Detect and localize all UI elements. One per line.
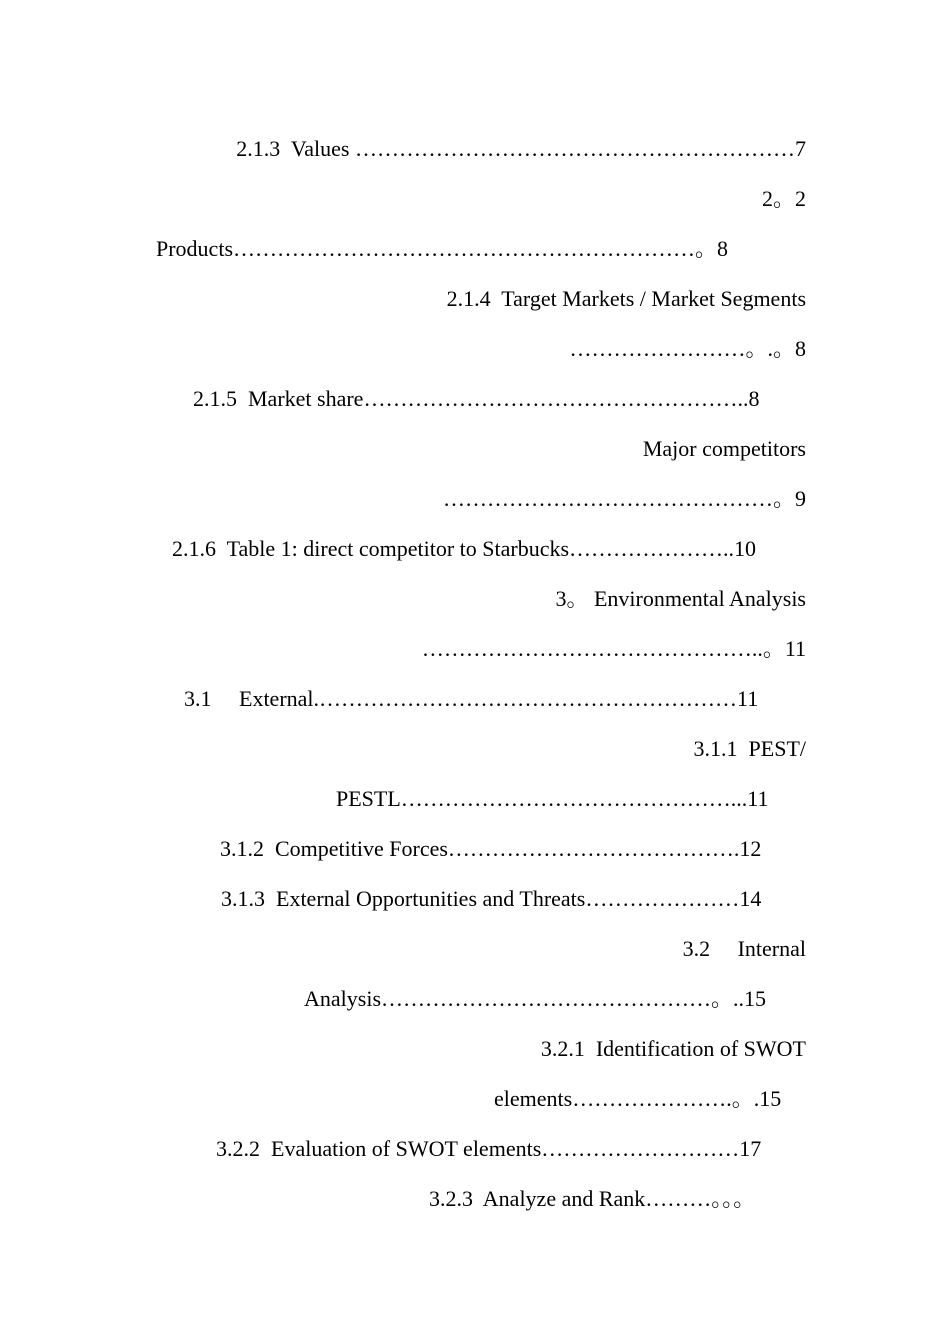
toc-entry-pestl: PESTL………………………………………...11: [336, 786, 769, 811]
toc-line: [0, 631, 950, 681]
toc-line: [0, 681, 950, 731]
toc-line: [0, 381, 950, 431]
toc-line: [0, 981, 950, 1031]
toc-entry-external: 3.1 External.…………………………………………………11: [184, 686, 759, 711]
table-of-contents: [0, 131, 950, 1231]
toc-line: [0, 281, 950, 331]
toc-entry-evaluation-swot: 3.2.2 Evaluation of SWOT elements………………………17: [216, 1136, 762, 1161]
toc-line: [0, 1181, 950, 1231]
toc-entry-analyze-rank: 3.2.3 Analyze and Rank………。。。: [429, 1186, 756, 1211]
toc-entry-target-markets: 2.1.4 Target Markets / Market Segments: [446, 286, 806, 311]
toc-line: [0, 581, 950, 631]
toc-line: [0, 181, 950, 231]
toc-line: [0, 781, 950, 831]
toc-entry-internal-analysis-page: Analysis………………………………………。..15: [304, 986, 767, 1011]
toc-entry-products: Products………………………………………………………。8: [156, 236, 729, 261]
toc-entry-table-1: 2.1.6 Table 1: direct competitor to Starbucks…………………..10: [172, 536, 757, 561]
toc-entry-2-2-number: 2。2: [761, 186, 806, 211]
toc-entry-swot-elements-page: elements………………….。.15: [494, 1086, 782, 1111]
toc-entry-environmental-analysis-page: ………………………………………..。11: [421, 636, 806, 661]
toc-line: [0, 431, 950, 481]
toc-line: [0, 1131, 950, 1181]
toc-entry-identification-swot: 3.2.1 Identification of SWOT: [540, 1036, 806, 1061]
toc-line: [0, 1081, 950, 1131]
toc-line: [0, 731, 950, 781]
toc-entry-external-opportunities: 3.1.3 External Opportunities and Threats…………………14: [221, 886, 762, 911]
toc-line: [0, 131, 950, 181]
toc-entry-major-competitors: Major competitors: [642, 436, 806, 461]
toc-entry-major-competitors-page: ………………………………………。9: [442, 486, 806, 511]
toc-line: [0, 831, 950, 881]
toc-entry-environmental-analysis: 3。 Environmental Analysis: [555, 586, 806, 611]
toc-line: [0, 531, 950, 581]
toc-entry-market-share: 2.1.5 Market share……………………………………………..8: [193, 386, 760, 411]
toc-line: [0, 931, 950, 981]
toc-entry-values: 2.1.3 Values ……………………………………………………7: [236, 136, 806, 161]
toc-entry-target-markets-page: ……………………。.。8: [569, 336, 806, 361]
toc-entry-internal: 3.2 Internal: [682, 936, 806, 961]
toc-line: [0, 881, 950, 931]
toc-line: [0, 231, 950, 281]
toc-line: [0, 481, 950, 531]
toc-line: [0, 331, 950, 381]
toc-entry-pest: 3.1.1 PEST/: [693, 736, 806, 761]
toc-entry-competitive-forces: 3.1.2 Competitive Forces………………………………….12: [220, 836, 762, 861]
toc-line: [0, 1031, 950, 1081]
